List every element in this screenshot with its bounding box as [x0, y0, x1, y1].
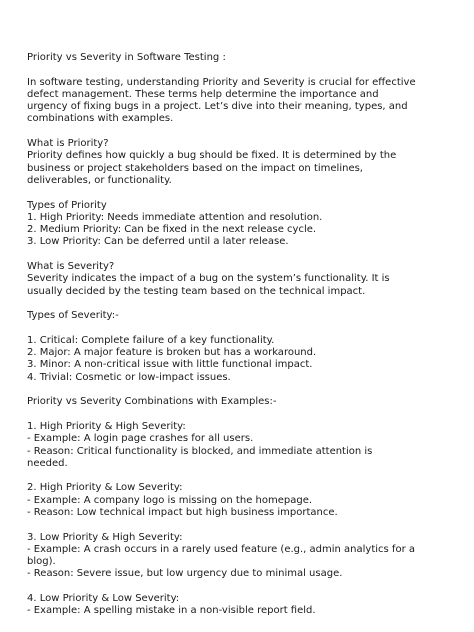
list-item: 2. Medium Priority: Can be fixed in the next release cycle. [27, 224, 317, 236]
document-page [27, 52, 447, 618]
severity-types-list [27, 335, 447, 384]
intro-line: urgency of fixing bugs in a project. Let’s dive into their meaning, types, and [27, 101, 408, 113]
document-title-block [27, 52, 447, 64]
list-item: 1. Critical: Complete failure of a key functionality. [27, 334, 275, 346]
severity-definition-line: usually decided by the testing team based on the technical impact. [27, 285, 366, 297]
intro-paragraph [27, 77, 447, 126]
severity-definition-line: Severity indicates the impact of a bug on the system’s functionality. It is [27, 273, 390, 285]
priority-heading: What is Priority? [27, 138, 109, 150]
combination-line: - Reason: Critical functionality is blocked, and immediate attention is [27, 445, 373, 457]
combination-line: - Example: A company logo is missing on the homepage. [27, 494, 313, 506]
severity-types-heading-block [27, 310, 447, 322]
list-item: 4. Trivial: Cosmetic or low-impact issues. [27, 371, 231, 383]
combination-high-low [27, 482, 447, 519]
priority-types-section [27, 200, 447, 249]
combination-heading: 1. High Priority & High Severity: [27, 420, 186, 432]
severity-types-heading: Types of Severity:- [27, 310, 119, 322]
list-item: 2. Major: A major feature is broken but has a workaround. [27, 347, 317, 359]
combination-line: blog). [27, 556, 56, 568]
combination-line: - Reason: Low technical impact but high business importance. [27, 506, 338, 518]
intro-line: combinations with examples. [27, 113, 174, 125]
combinations-heading: Priority vs Severity Combinations with Examples:- [27, 396, 277, 408]
combination-heading: 3. Low Priority & High Severity: [27, 531, 183, 543]
combination-heading: 2. High Priority & Low Severity: [27, 482, 183, 494]
combination-low-high [27, 532, 447, 581]
combination-low-low [27, 593, 447, 618]
priority-types-heading: Types of Priority [27, 199, 107, 211]
severity-definition-section [27, 261, 447, 298]
severity-heading: What is Severity? [27, 261, 115, 273]
combinations-heading-block [27, 396, 447, 408]
priority-definition-section [27, 138, 447, 187]
combination-line: - Example: A crash occurs in a rarely used feature (e.g., admin analytics for a [27, 543, 415, 555]
list-item: 3. Minor: A non-critical issue with little functional impact. [27, 359, 313, 371]
intro-line: defect management. These terms help determine the importance and [27, 88, 379, 100]
list-item: 1. High Priority: Needs immediate attention and resolution. [27, 211, 323, 223]
combination-line: - Example: A spelling mistake in a non-visible report field. [27, 605, 316, 617]
combination-high-high [27, 421, 447, 470]
combination-line: - Example: A login page crashes for all users. [27, 433, 254, 445]
list-item: 3. Low Priority: Can be deferred until a later release. [27, 236, 289, 248]
intro-line: In software testing, understanding Priority and Severity is crucial for effective [27, 76, 416, 88]
combination-line: - Reason: Severe issue, but low urgency due to minimal usage. [27, 568, 343, 580]
priority-definition-line: business or project stakeholders based on the impact on timelines, [27, 162, 363, 174]
priority-definition-line: deliverables, or functionality. [27, 174, 172, 186]
priority-definition-line: Priority defines how quickly a bug should be fixed. It is determined by the [27, 150, 397, 162]
combination-heading: 4. Low Priority & Low Severity: [27, 593, 180, 605]
combination-line: needed. [27, 457, 68, 469]
document-title: Priority vs Severity in Software Testing : [27, 52, 226, 63]
